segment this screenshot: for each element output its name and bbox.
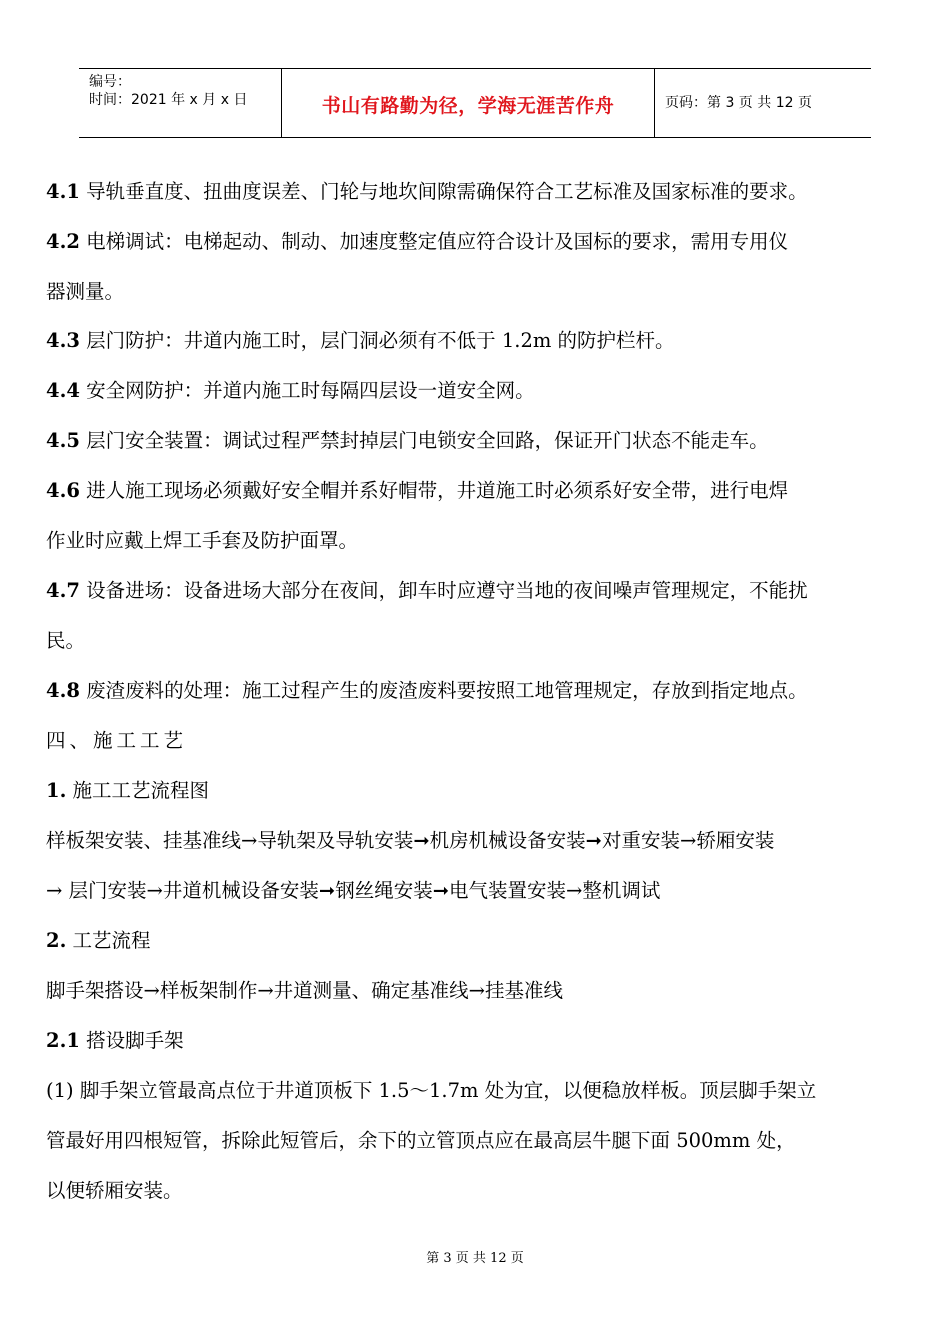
motto-text: 书山有路勤为径，学海无涯苦作舟 xyxy=(321,95,615,117)
body-line xyxy=(46,577,808,604)
page-info: 页码：第 3 页 共 12 页 xyxy=(665,95,812,111)
time-label: 时间：2021 年 x 月 x 日 xyxy=(89,92,248,108)
line-text: 脚手架搭设→样板架制作→井道测量、确定基准线→挂基准线 xyxy=(46,979,564,1002)
line-text: 安全网防护：并道内施工时每隔四层设一道安全网。 xyxy=(79,379,535,402)
body-line xyxy=(46,477,788,504)
page-footer: 第 3 页 共 12 页 xyxy=(426,1251,524,1266)
section-number: 4.6 xyxy=(46,479,80,502)
section-number: 4.4 xyxy=(46,379,80,402)
section-number: 4.8 xyxy=(46,679,80,702)
page-header xyxy=(79,68,871,138)
body-line xyxy=(46,1177,183,1204)
line-text: 搭设脚手架 xyxy=(79,1029,184,1052)
line-text: 电梯调试：电梯起动、制动、加速度整定值应符合设计及国标的要求，需用专用仪 xyxy=(79,230,789,253)
section-number: 4.7 xyxy=(46,579,80,602)
body-line xyxy=(46,827,774,854)
line-text: 以便轿厢安装。 xyxy=(46,1179,183,1202)
line-text: 工艺流程 xyxy=(66,929,151,952)
line-text: 废渣废料的处理：施工过程产生的废渣废料要按照工地管理规定，存放到指定地点。 xyxy=(79,679,808,702)
body-line xyxy=(46,677,808,704)
line-text: 作业时应戴上焊工手套及防护面罩。 xyxy=(46,529,359,552)
code-label: 编号： xyxy=(89,74,131,90)
header-meta-cell xyxy=(79,69,281,137)
body-line xyxy=(46,1027,184,1054)
line-text: 管最好用四根短管，拆除此短管后，余下的立管顶点应在最高层牛腿下面 500mm 处， xyxy=(46,1129,796,1152)
section-number: 4.5 xyxy=(46,429,80,452)
line-text: 四、施工工艺 xyxy=(46,729,188,752)
body-line xyxy=(46,627,85,654)
line-text: (1) 脚手架立管最高点位于井道顶板下 1.5～1.7m 处为宜，以便稳放样板。顶层脚手架立 xyxy=(46,1079,817,1102)
body-line xyxy=(46,527,358,554)
line-text: 层门安全装置：调试过程严禁封掉层门电锁安全回路，保证开门状态不能走车。 xyxy=(79,429,769,452)
header-motto-cell xyxy=(281,69,655,137)
line-text: → 层门安装→井道机械设备安装➞钢丝绳安装➞电气装置安装→整机调试 xyxy=(46,879,661,902)
line-text: 器测量。 xyxy=(46,280,125,303)
body-line xyxy=(46,228,788,255)
body-line xyxy=(46,927,151,954)
body-line xyxy=(46,1127,796,1154)
body-line xyxy=(46,278,124,305)
body-line xyxy=(46,1077,816,1104)
section-number: 2.1 xyxy=(46,1029,80,1052)
header-page-cell xyxy=(655,69,871,137)
section-number: 4.3 xyxy=(46,329,80,352)
line-text: 进人施工现场必须戴好安全帽并系好帽带，井道施工时必须系好安全带，进行电焊 xyxy=(79,479,789,502)
line-text: 设备进场：设备进场大部分在夜间，卸车时应遵守当地的夜间噪声管理规定，不能扰 xyxy=(79,579,808,602)
section-number: 4.1 xyxy=(46,180,80,203)
section-number: 1. xyxy=(46,779,67,802)
line-text: 层门防护：井道内施工时，层门洞必须有不低于 1.2m 的防护栏杆。 xyxy=(79,329,675,352)
line-text: 施工工艺流程图 xyxy=(66,779,210,802)
body-line xyxy=(46,178,808,205)
body-line xyxy=(46,777,209,804)
body-line xyxy=(46,427,769,454)
body-line xyxy=(46,877,660,904)
line-text: 民。 xyxy=(46,629,86,652)
section-number: 2. xyxy=(46,929,67,952)
line-text: 导轨垂直度、扭曲度误差、门轮与地坎间隙需确保符合工艺标准及国家标准的要求。 xyxy=(79,180,808,203)
section-number: 4.2 xyxy=(46,230,80,253)
line-text: 样板架安装、挂基准线→导轨架及导轨安装➞机房机械设备安装➞对重安装→轿厢安装 xyxy=(46,829,775,852)
body-line xyxy=(46,327,675,354)
body-line xyxy=(46,977,563,1004)
body-line xyxy=(46,377,535,404)
body-line xyxy=(46,727,187,754)
